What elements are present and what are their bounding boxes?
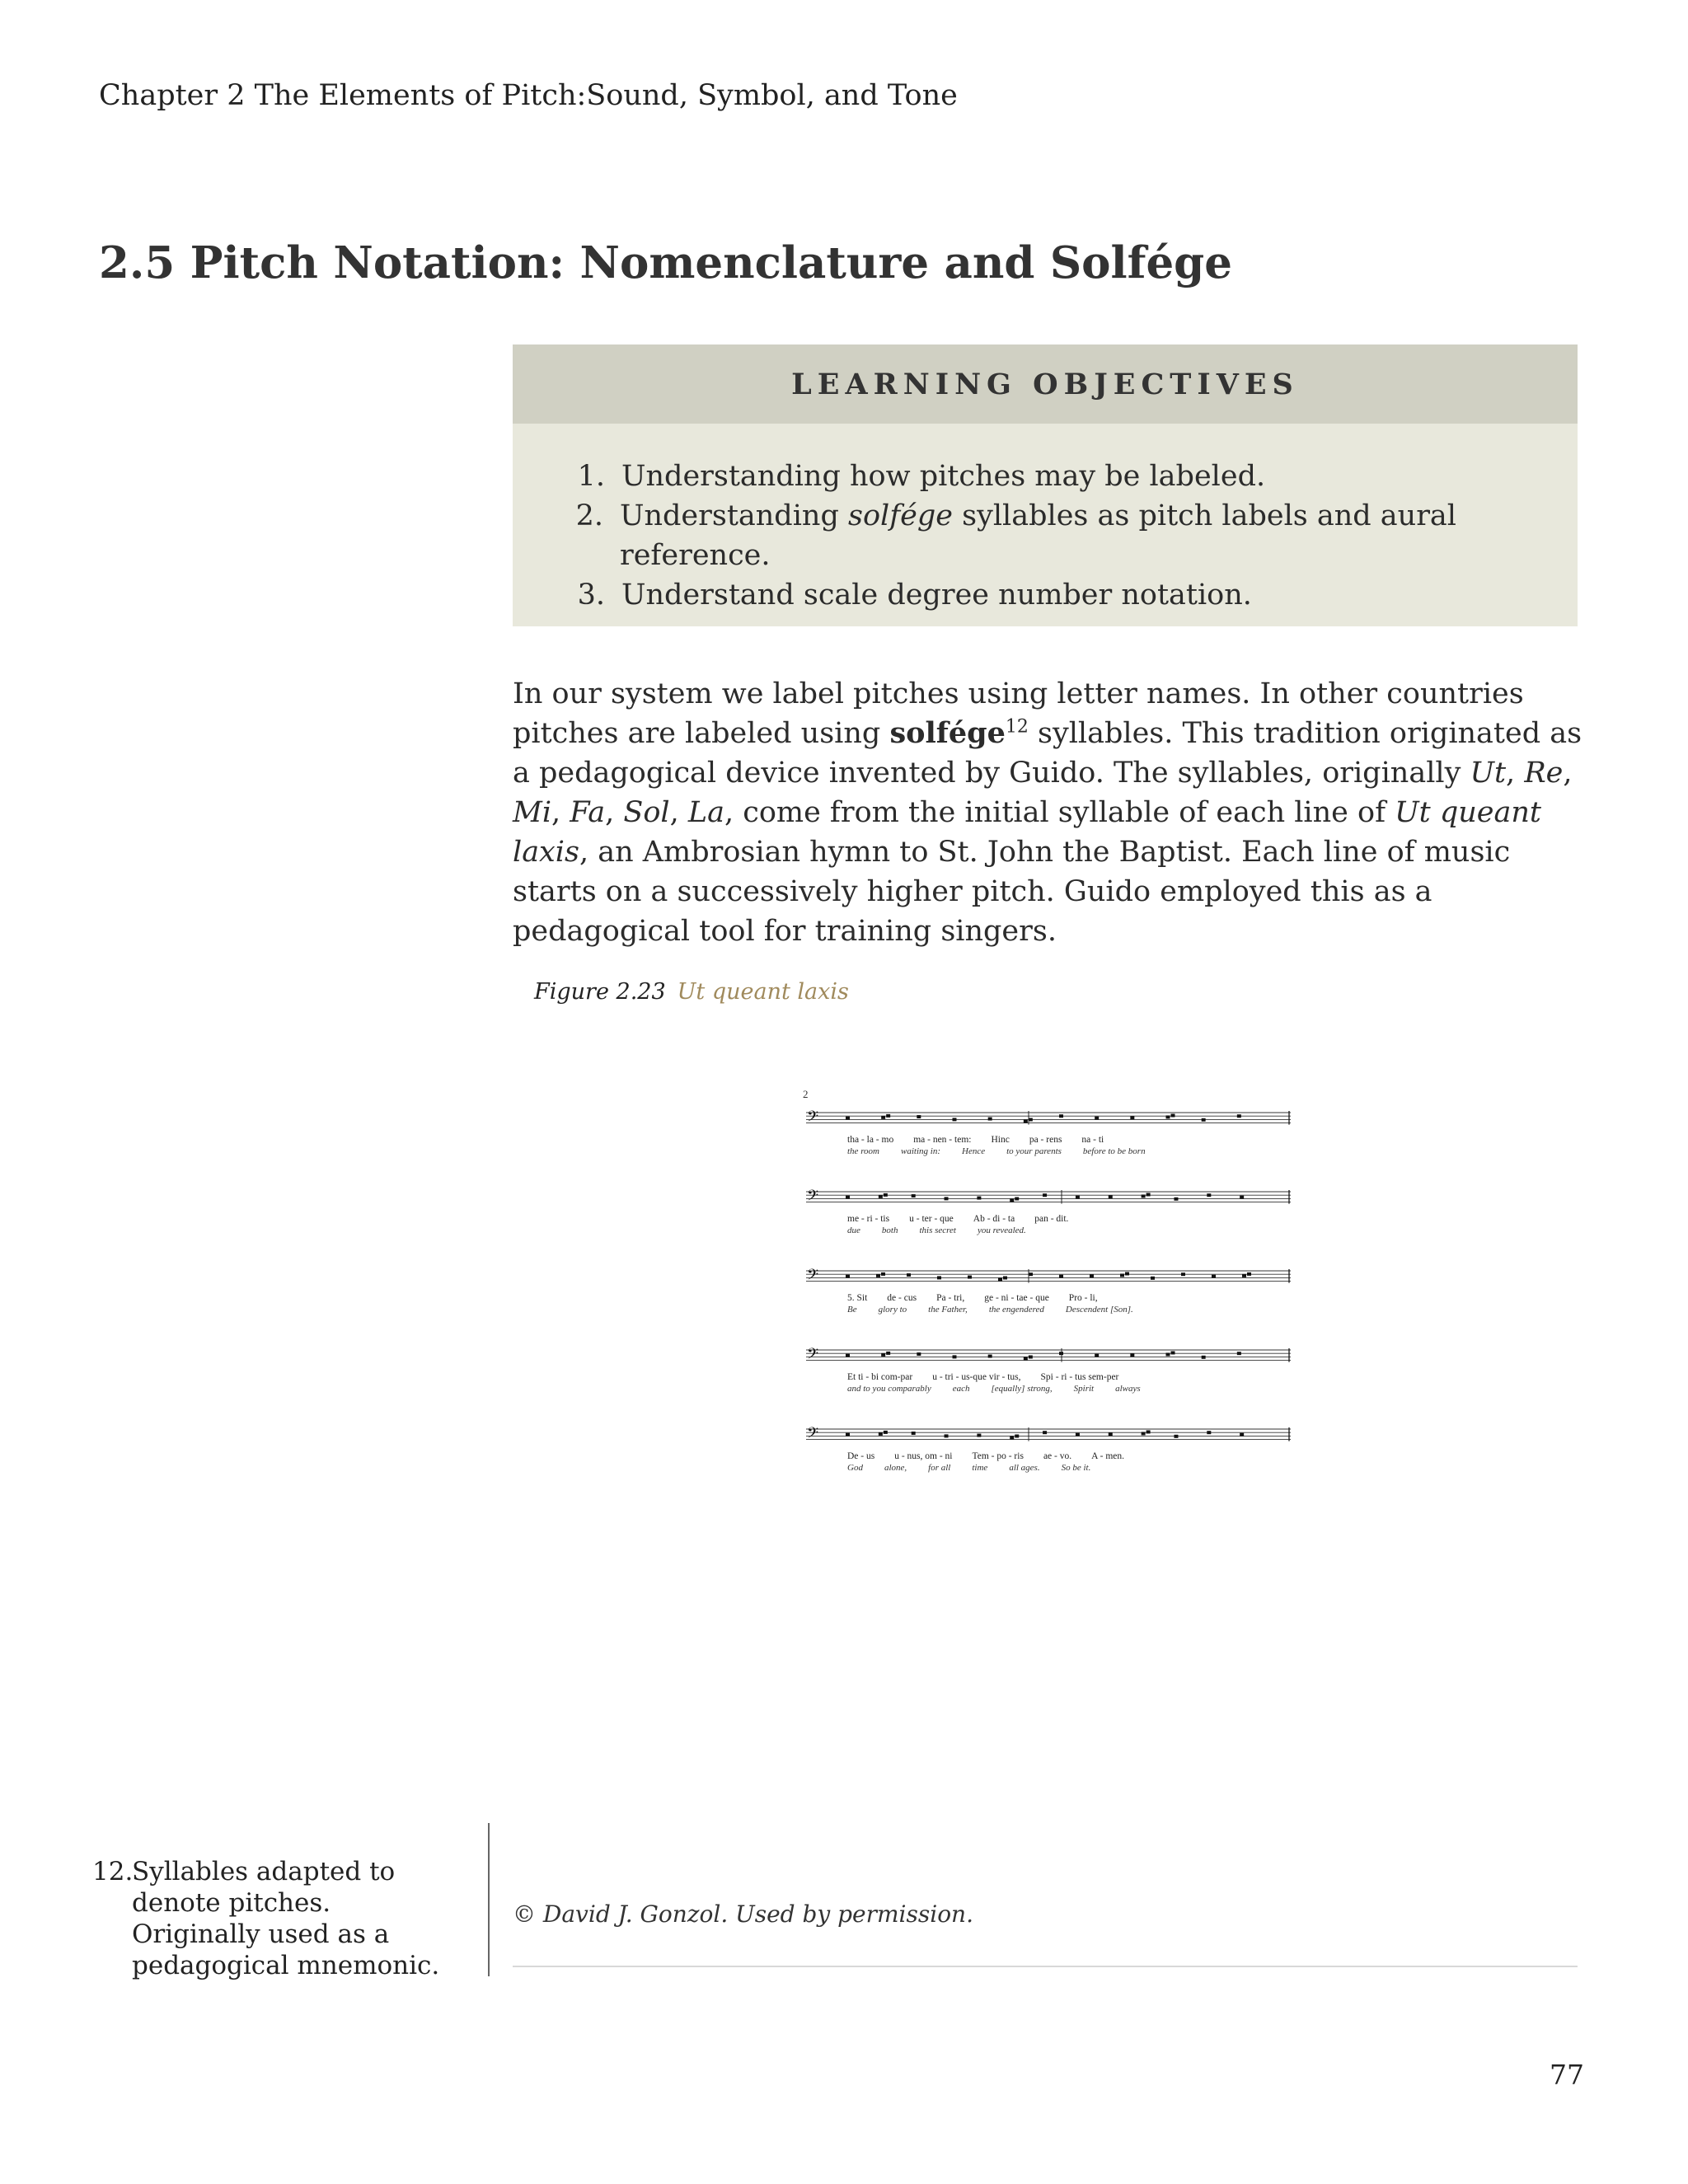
neume (846, 1196, 850, 1199)
music-score (793, 1088, 1299, 1516)
neume (968, 1276, 972, 1279)
neume (1171, 1113, 1175, 1117)
neume (881, 1272, 885, 1276)
neume (1171, 1351, 1175, 1354)
figure-caption (534, 979, 849, 1005)
figure-number: Figure 2.23 (534, 979, 666, 1005)
running-head: Chapter 2 The Elements of Pitch:Sound, Symbol, and Tone (99, 79, 958, 112)
footnote-reference[interactable]: 12 (1005, 716, 1029, 738)
lyric-syllables: Hinc (991, 1135, 1010, 1145)
neume (1010, 1199, 1014, 1202)
neume (1202, 1118, 1206, 1122)
neume (907, 1273, 911, 1277)
neume (1174, 1197, 1178, 1201)
translation-words: waiting in: (901, 1146, 940, 1156)
translation-words: Be (847, 1305, 857, 1315)
neume (1076, 1433, 1080, 1436)
neume (1146, 1430, 1151, 1433)
translation-words: before to be born (1082, 1146, 1146, 1156)
neume (1095, 1354, 1099, 1357)
translation-words: [equally] strong, (991, 1384, 1053, 1394)
translation-words: for all (928, 1463, 951, 1473)
neume (1024, 1120, 1028, 1123)
neume (912, 1194, 916, 1197)
hymn-title: Ut queant laxis (513, 796, 1541, 869)
section-title: 2.5 Pitch Notation: Nomenclature and Solfége (99, 237, 1232, 288)
objective-number: 2. (575, 499, 603, 532)
translation-words: you revealed. (977, 1226, 1026, 1235)
neume (1166, 1352, 1170, 1356)
bass-clef-icon: 𝄢 (807, 1108, 819, 1129)
neume (1029, 1272, 1033, 1276)
lyric-syllables: Pa - tri, (936, 1293, 965, 1303)
neume (1202, 1356, 1206, 1359)
translation-words: So be it. (1061, 1463, 1091, 1473)
translation-words: always (1115, 1384, 1141, 1394)
translation-words: the Father, (928, 1305, 968, 1315)
lyric-syllables: pan - dit. (1034, 1214, 1069, 1224)
footnote-text: Syllables adapted to denote pitches. Originally used as a pedagogical mnemonic. (132, 1857, 440, 1980)
lyric-syllables: Ab - di - ta (973, 1214, 1015, 1224)
neume (998, 1278, 1002, 1282)
neume (1151, 1277, 1155, 1280)
translation-line (847, 1305, 1133, 1315)
solfege-emphasis: solfége (847, 499, 953, 532)
neume (1181, 1272, 1185, 1276)
neume (1043, 1431, 1047, 1434)
neume (1003, 1277, 1007, 1280)
neume (1130, 1353, 1134, 1357)
neume (886, 1352, 890, 1355)
translation-words: each (952, 1384, 970, 1394)
lyric-syllables: ge - ni - tae - que (984, 1293, 1049, 1303)
neume (1212, 1275, 1216, 1278)
neume (1015, 1435, 1019, 1438)
neume (1247, 1272, 1251, 1276)
footnote (92, 1856, 455, 1981)
neume (1090, 1274, 1094, 1277)
neume (1207, 1431, 1211, 1434)
translation-words: this secret (919, 1226, 956, 1235)
lyric-syllables: Spi - ri - tus sem-per (1040, 1372, 1119, 1382)
lyric-syllables: Tem - po - ris (972, 1451, 1024, 1461)
translation-line (847, 1384, 1141, 1394)
objective-text: Understanding how pitches may be labeled. (621, 460, 1266, 493)
lyric-syllables: u - ter - que (909, 1214, 954, 1224)
objective-item (562, 575, 1578, 615)
neume (1146, 1193, 1151, 1196)
neume (945, 1434, 949, 1437)
bass-clef-icon: 𝄢 (807, 1267, 819, 1287)
lyric-line (847, 1135, 1104, 1145)
credit-divider (513, 1966, 1578, 1967)
objective-item (562, 496, 1578, 575)
neume (1240, 1433, 1244, 1436)
translation-words: and to you comparably (847, 1384, 931, 1394)
neume (917, 1115, 921, 1118)
neume (937, 1276, 941, 1279)
neume (881, 1353, 885, 1357)
translation-words: Descendent [Son]. (1065, 1305, 1133, 1315)
translation-words: to your parents (1006, 1146, 1062, 1156)
neume (1059, 1275, 1063, 1278)
neume (988, 1355, 992, 1358)
objective-item (562, 457, 1578, 496)
neume (1166, 1115, 1170, 1118)
neume (1095, 1117, 1099, 1120)
neume (879, 1432, 883, 1436)
neume (1240, 1196, 1244, 1199)
neume (917, 1352, 921, 1356)
neume (876, 1274, 880, 1277)
neume (1043, 1193, 1047, 1197)
lyric-line (847, 1214, 1069, 1224)
system-number: 2 (803, 1088, 809, 1100)
neume (977, 1434, 981, 1437)
objective-number: 1. (577, 460, 605, 493)
neume (846, 1275, 850, 1278)
lyric-syllables: pa - rens (1029, 1135, 1062, 1145)
neume (1010, 1436, 1014, 1440)
neume (846, 1433, 850, 1436)
objective-text: Understand scale degree number notation. (621, 579, 1252, 612)
neume (1029, 1118, 1033, 1122)
neume (953, 1118, 957, 1121)
neume (1207, 1193, 1211, 1197)
translation-words: the engendered (988, 1305, 1044, 1315)
objective-text: Understanding solfége syllables as pitch labels and aural reference. (619, 499, 1456, 572)
translation-words: both (881, 1226, 898, 1235)
lyric-syllables: A - men. (1091, 1451, 1125, 1461)
lyric-syllables: Et ti - bi com-par (847, 1372, 913, 1382)
neume (879, 1195, 883, 1198)
body-paragraph: In our system we label pitches using letter names. In other countries pitches are labeled using solfége$^{12}$ syllables. This tradition originated as a pedagogical device invented by Guido. The syllables, originally Ut, Re, Mi, Fa, Sol, La, come from the initial syllable of each line of Ut queant laxis, an Ambrosian hymn to St. John the Baptist. Each line of music starts on a successively higher pitch. Guido employed this as a pedagogical tool for training singers. (513, 677, 1582, 948)
translation-words: due (847, 1226, 860, 1235)
translation-words: glory to (878, 1305, 907, 1315)
lyric-syllables: 5. Sit (847, 1293, 868, 1303)
neume (884, 1431, 888, 1434)
translation-words: alone, (884, 1463, 907, 1473)
solfege-term: solfége (889, 716, 1006, 750)
translation-words: Spirit (1073, 1384, 1095, 1394)
neume (846, 1354, 850, 1357)
figure-title: Ut queant laxis (677, 979, 849, 1005)
neume (977, 1197, 981, 1200)
neume (1142, 1194, 1146, 1197)
translation-words: Hence (962, 1146, 986, 1156)
bass-clef-icon: 𝄢 (807, 1425, 819, 1446)
lyric-syllables: u - nus, om - ni (894, 1451, 953, 1461)
translation-line (847, 1146, 1146, 1156)
neume (1109, 1432, 1113, 1436)
neume (846, 1117, 850, 1120)
neume (884, 1193, 888, 1197)
neume (1125, 1272, 1129, 1275)
learning-objectives-box (513, 344, 1578, 626)
translation-line (847, 1463, 1090, 1473)
bass-clef-icon: 𝄢 (807, 1346, 819, 1366)
lyric-line (847, 1372, 1119, 1382)
neume (1029, 1356, 1033, 1359)
bass-clef-icon: 𝄢 (807, 1188, 819, 1208)
learning-objectives-heading: LEARNING OBJECTIVES (513, 344, 1578, 424)
neume (953, 1355, 957, 1358)
neume (1015, 1197, 1019, 1201)
objectives-list (562, 457, 1578, 615)
neume (1059, 1114, 1063, 1118)
neume (1130, 1116, 1134, 1119)
lyric-syllables: me - ri - tis (847, 1214, 890, 1224)
lyric-line (847, 1451, 1124, 1461)
neume (1237, 1352, 1241, 1355)
lyric-line (847, 1293, 1098, 1303)
neume (1076, 1196, 1080, 1199)
neume (912, 1432, 916, 1435)
lyric-syllables: Pro - li, (1068, 1293, 1098, 1303)
lyric-syllables: De - us (847, 1451, 875, 1461)
neume (1174, 1435, 1178, 1438)
lyric-syllables: u - tri - us-que vir - tus, (932, 1372, 1021, 1382)
translation-line (847, 1226, 1026, 1235)
translation-words: all ages. (1009, 1463, 1040, 1473)
neume (945, 1197, 949, 1200)
neume (1109, 1195, 1113, 1198)
neume (1142, 1432, 1146, 1435)
page-number: 77 (1550, 2059, 1584, 2091)
neume (988, 1118, 992, 1121)
neume (886, 1114, 890, 1118)
translation-words: the room (847, 1146, 880, 1156)
footnote-number: 12. (92, 1857, 134, 1886)
lyric-syllables: tha - la - mo (847, 1135, 894, 1145)
neume (1237, 1114, 1241, 1118)
lyric-syllables: de - cus (887, 1293, 917, 1303)
lyric-syllables: ae - vo. (1043, 1451, 1072, 1461)
neume (1242, 1274, 1246, 1277)
translation-words: God (847, 1463, 863, 1473)
lyric-syllables: na - ti (1081, 1135, 1104, 1145)
objective-number: 3. (577, 579, 605, 612)
neume (881, 1116, 885, 1119)
translation-words: time (972, 1463, 988, 1473)
neume (1120, 1273, 1124, 1277)
neume (1024, 1357, 1028, 1361)
lyric-syllables: ma - nen - tem: (913, 1135, 972, 1145)
footnote-divider (488, 1823, 490, 1976)
figure-credit: © David J. Gonzol. Used by permission. (513, 1900, 973, 1928)
